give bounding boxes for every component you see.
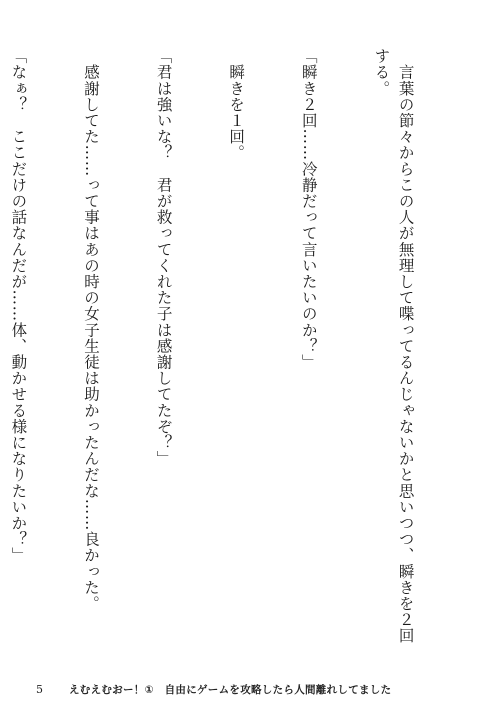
text-line: 言葉の節々からこの人が無理して喋ってるんじゃないかと思いつつ、瞬きを２回する。 xyxy=(372,48,415,644)
vertical-body-text xyxy=(9,48,466,648)
page-number: 5 xyxy=(36,683,43,696)
text-line: 「君は強いな？ 君が救ってくれた子は感謝してたぞ？」 xyxy=(154,48,173,467)
text-line: 「なぁ？ ここだけの話なんだが……体、動かせる様になりたいか？」 xyxy=(9,48,28,564)
text-line: 感謝してた……って事はあの時の女子生徒は助かったんだな……良かった。 xyxy=(81,48,100,612)
text-line: 瞬きを１回。 xyxy=(227,48,246,161)
running-title: えむえむおー！① 自由にゲームを攻略したら人間離れしてました xyxy=(69,684,392,696)
page-footer xyxy=(36,682,391,697)
text-line: 「瞬き２回……冷静だって言いたいのか？」 xyxy=(299,48,318,370)
